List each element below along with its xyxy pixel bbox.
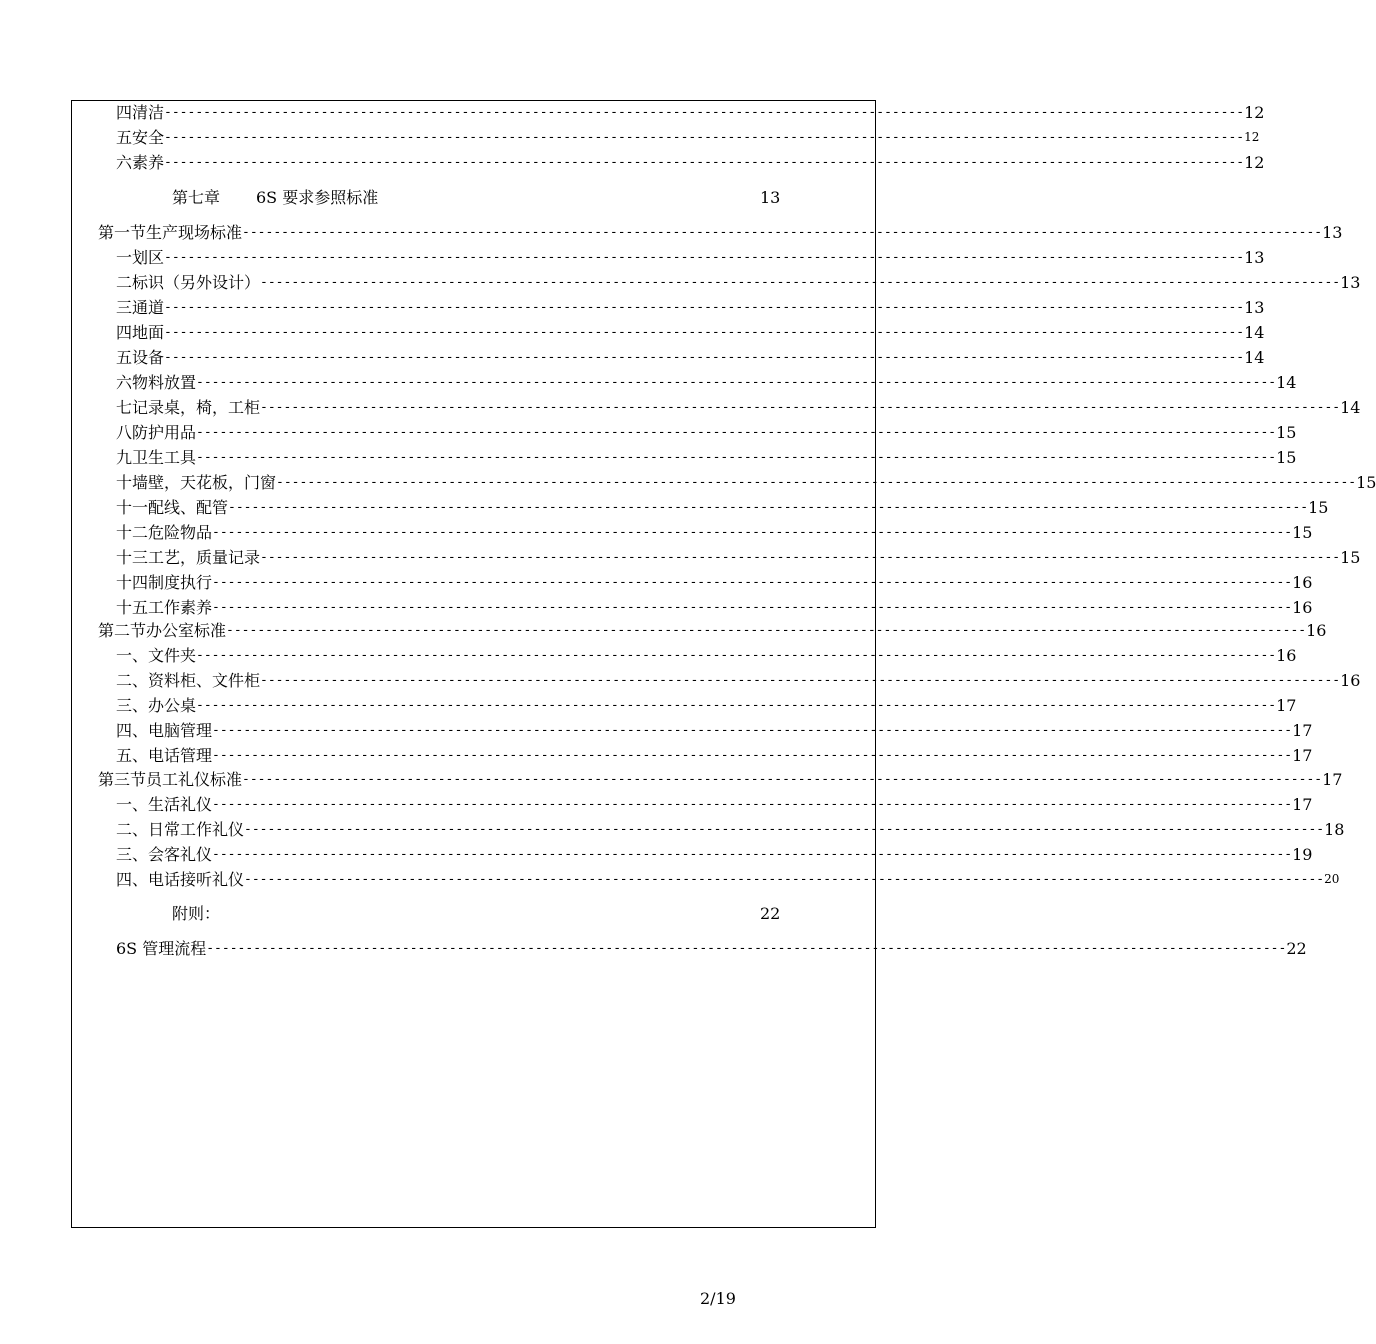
toc-entry-page: 12 bbox=[1244, 130, 1260, 144]
toc-entry-number: 八 bbox=[116, 423, 133, 442]
toc-entry[interactable] bbox=[116, 420, 1297, 445]
toc-entry-page: 17 bbox=[1292, 746, 1313, 765]
toc-entry-label: 三、会客礼仪 bbox=[116, 845, 213, 864]
toc-section-1[interactable] bbox=[98, 220, 1343, 245]
toc-entry-label: 素养 bbox=[132, 153, 165, 172]
toc-entry-number: 九 bbox=[116, 448, 133, 467]
toc-entry-page: 20 bbox=[1324, 872, 1340, 886]
toc-leader: ------------------------------------------------------------------------------------------------------------------------------------------ bbox=[196, 425, 1277, 440]
toc-entry-page: 17 bbox=[1322, 770, 1343, 789]
toc-entry-number: 四 bbox=[116, 323, 133, 342]
toc-entry[interactable] bbox=[116, 545, 1361, 570]
toc-entry-label: 记录桌，椅，工柜 bbox=[132, 398, 261, 417]
toc-entry-page: 16 bbox=[1292, 573, 1313, 592]
toc-entry[interactable] bbox=[116, 495, 1329, 520]
toc-entry[interactable] bbox=[116, 842, 1313, 867]
toc-entry[interactable] bbox=[116, 445, 1297, 470]
toc-entry-number: 十二 bbox=[116, 523, 149, 542]
toc-entry[interactable] bbox=[116, 345, 1265, 370]
toc-entry-label: 四、电脑管理 bbox=[116, 721, 213, 740]
toc-entry-page: 14 bbox=[1244, 323, 1265, 342]
toc-entry[interactable] bbox=[116, 867, 1340, 892]
toc-entry[interactable] bbox=[116, 693, 1297, 718]
toc-entry[interactable] bbox=[116, 668, 1361, 693]
toc-leader: ------------------------------------------------------------------------------------------------------------------------------------------ bbox=[212, 748, 1293, 763]
toc-entry[interactable] bbox=[116, 320, 1265, 345]
toc-entry[interactable] bbox=[116, 245, 1265, 270]
toc-leader: ------------------------------------------------------------------------------------------------------------------------------------------ bbox=[164, 350, 1245, 365]
toc-entry-page: 16 bbox=[1340, 671, 1361, 690]
toc-entry[interactable] bbox=[116, 520, 1313, 545]
toc-entry-safety[interactable] bbox=[116, 125, 1260, 150]
toc-entry-label: 墙壁，天花板，门窗 bbox=[132, 473, 277, 492]
toc-entry-label: 制度执行 bbox=[148, 573, 213, 592]
toc-leader: ------------------------------------------------------------------------------------------------------------------------------------------ bbox=[260, 400, 1341, 415]
page-indicator: 2/19 bbox=[700, 1289, 736, 1308]
toc-leader: ------------------------------------------------------------------------------------------------------------------------------------------ bbox=[228, 500, 1309, 515]
appendix-title[interactable]: 附则： bbox=[172, 904, 221, 923]
section-title: 第二节 bbox=[98, 621, 147, 640]
toc-entry-label: 二、日常工作礼仪 bbox=[116, 820, 245, 839]
toc-entry-page: 17 bbox=[1292, 795, 1313, 814]
toc-entry-page: 17 bbox=[1292, 721, 1313, 740]
toc-leader: ------------------------------------------------------------------------------------------------------------------------------------------ bbox=[212, 847, 1293, 862]
toc-entry-label: 危险物品 bbox=[148, 523, 213, 542]
toc-leader: ------------------------------------------------------------------------------------------------------------------------------------------ bbox=[260, 673, 1341, 688]
toc-leader: ------------------------------------------------------------------------------------------------------------------------------------------ bbox=[212, 600, 1293, 615]
toc-entry[interactable] bbox=[116, 595, 1313, 620]
toc-entry-number: 十 bbox=[116, 473, 133, 492]
toc-leader: ------------------------------------------------------------------------------------------------------------------------------------------ bbox=[212, 723, 1293, 738]
toc-entry-number: 六 bbox=[116, 373, 133, 392]
toc-entry-label: 一、文件夹 bbox=[116, 646, 197, 665]
toc-entry-label: 防护用品 bbox=[132, 423, 197, 442]
toc-entry-label: 五、电话管理 bbox=[116, 746, 213, 765]
toc-entry-label: 清洁 bbox=[132, 103, 165, 122]
toc-entry[interactable] bbox=[116, 718, 1313, 743]
toc-entry-label: 标识（另外设计） bbox=[132, 273, 261, 292]
toc-entry-page: 13 bbox=[1244, 248, 1265, 267]
appendix-page: 22 bbox=[760, 904, 781, 923]
toc-entry-page: 16 bbox=[1292, 598, 1313, 617]
toc-entry-number: 十五 bbox=[116, 598, 149, 617]
toc-entry-label: 工作素养 bbox=[148, 598, 213, 617]
toc-entry-page: 17 bbox=[1276, 696, 1297, 715]
section-label: 员工礼仪标准 bbox=[146, 770, 243, 789]
toc-entry-page: 15 bbox=[1292, 523, 1313, 542]
toc-entry-number: 十一 bbox=[116, 498, 149, 517]
toc-entry[interactable] bbox=[116, 570, 1313, 595]
toc-entry-discipline[interactable] bbox=[116, 150, 1265, 175]
toc-entry-label: 四、电话接听礼仪 bbox=[116, 870, 245, 889]
toc-entry-label: 配线、配管 bbox=[148, 498, 229, 517]
toc-leader: ------------------------------------------------------------------------------------------------------------------------------------------ bbox=[242, 225, 1323, 240]
toc-entry-page: 13 bbox=[1244, 298, 1265, 317]
toc-entry-page: 16 bbox=[1276, 646, 1297, 665]
toc-entry-number: 一 bbox=[116, 248, 133, 267]
toc-entry-page: 13 bbox=[1340, 273, 1361, 292]
toc-leader: ------------------------------------------------------------------------------------------------------------------------------------------ bbox=[226, 623, 1307, 638]
toc-leader: ------------------------------------------------------------------------------------------------------------------------------------------ bbox=[164, 250, 1245, 265]
toc-entry[interactable] bbox=[116, 370, 1297, 395]
toc-entry-page: 15 bbox=[1276, 448, 1297, 467]
toc-entry-page: 12 bbox=[1244, 103, 1265, 122]
toc-entry-label: 二、资料柜、文件柜 bbox=[116, 671, 261, 690]
toc-leader: ------------------------------------------------------------------------------------------------------------------------------------------ bbox=[244, 872, 1325, 887]
toc-entry-label: 工艺，质量记录 bbox=[148, 548, 261, 567]
toc-section-2[interactable] bbox=[98, 618, 1327, 643]
toc-entry[interactable] bbox=[116, 395, 1361, 420]
toc-entry-page: 14 bbox=[1244, 348, 1265, 367]
toc-entry-page: 13 bbox=[1322, 223, 1343, 242]
toc-leader: ------------------------------------------------------------------------------------------------------------------------------------------ bbox=[260, 275, 1341, 290]
toc-entry-number: 七 bbox=[116, 398, 133, 417]
toc-entry-flow[interactable] bbox=[116, 936, 1307, 961]
section-title: 第一节 bbox=[98, 223, 147, 242]
toc-entry-number: 十三 bbox=[116, 548, 149, 567]
toc-leader: ------------------------------------------------------------------------------------------------------------------------------------------ bbox=[242, 772, 1323, 787]
toc-entry-label: 安全 bbox=[132, 128, 165, 147]
toc-entry-cleaning[interactable] bbox=[116, 100, 1265, 125]
toc-entry-number: 五 bbox=[116, 348, 133, 367]
toc-leader: ------------------------------------------------------------------------------------------------------------------------------------------ bbox=[196, 375, 1277, 390]
toc-entry-number: 三 bbox=[116, 298, 133, 317]
toc-entry-number: 十四 bbox=[116, 573, 149, 592]
toc-entry[interactable] bbox=[116, 470, 1376, 495]
toc-entry-page: 15 bbox=[1276, 423, 1297, 442]
toc-entry-label: 6S 管理流程 bbox=[116, 939, 207, 958]
toc-leader: ------------------------------------------------------------------------------------------------------------------------------------------ bbox=[212, 797, 1293, 812]
toc-leader: ------------------------------------------------------------------------------------------------------------------------------------------ bbox=[196, 698, 1277, 713]
toc-entry-label: 划区 bbox=[132, 248, 165, 267]
toc-entry-page: 22 bbox=[1286, 939, 1307, 958]
toc-leader: ------------------------------------------------------------------------------------------------------------------------------------------ bbox=[206, 941, 1287, 956]
toc-entry-page: 15 bbox=[1356, 473, 1376, 492]
toc-entry[interactable] bbox=[116, 295, 1265, 320]
toc-entry-page: 14 bbox=[1340, 398, 1361, 417]
toc-entry-page: 12 bbox=[1244, 153, 1265, 172]
toc-leader: ------------------------------------------------------------------------------------------------------------------------------------------ bbox=[164, 325, 1245, 340]
toc-entry[interactable] bbox=[116, 743, 1313, 768]
toc-entry-page: 15 bbox=[1340, 548, 1361, 567]
toc-entry-label: 一、生活礼仪 bbox=[116, 795, 213, 814]
toc-entry[interactable] bbox=[116, 792, 1313, 817]
toc-leader: ------------------------------------------------------------------------------------------------------------------------------------------ bbox=[164, 105, 1245, 120]
toc-entry-label: 卫生工具 bbox=[132, 448, 197, 467]
chapter-7-title[interactable]: 第七章 bbox=[172, 188, 221, 207]
toc-leader: ------------------------------------------------------------------------------------------------------------------------------------------ bbox=[164, 300, 1245, 315]
section-title: 第三节 bbox=[98, 770, 147, 789]
toc-entry-label: 三、办公桌 bbox=[116, 696, 197, 715]
toc-entry-page: 18 bbox=[1324, 820, 1345, 839]
toc-entry-number: 四 bbox=[116, 103, 133, 122]
toc-leader: ------------------------------------------------------------------------------------------------------------------------------------------ bbox=[164, 155, 1245, 170]
toc-leader: ------------------------------------------------------------------------------------------------------------------------------------------ bbox=[164, 130, 1245, 145]
toc-leader: ------------------------------------------------------------------------------------------------------------------------------------------ bbox=[212, 525, 1293, 540]
toc-leader: ------------------------------------------------------------------------------------------------------------------------------------------ bbox=[196, 648, 1277, 663]
section-label: 生产现场标准 bbox=[146, 223, 243, 242]
toc-leader: ------------------------------------------------------------------------------------------------------------------------------------------ bbox=[244, 822, 1325, 837]
toc-entry-number: 二 bbox=[116, 273, 133, 292]
toc-entry[interactable] bbox=[116, 643, 1297, 668]
toc-entry-page: 14 bbox=[1276, 373, 1297, 392]
toc-leader: ------------------------------------------------------------------------------------------------------------------------------------------ bbox=[196, 450, 1277, 465]
toc-entry[interactable] bbox=[116, 270, 1361, 295]
toc-entry-page: 16 bbox=[1306, 621, 1327, 640]
toc-entry-number: 五 bbox=[116, 128, 133, 147]
toc-leader: ------------------------------------------------------------------------------------------------------------------------------------------ bbox=[260, 550, 1341, 565]
chapter-7-subtitle[interactable]: 6S 要求参照标准 bbox=[256, 188, 379, 207]
toc-leader: ------------------------------------------------------------------------------------------------------------------------------------------ bbox=[212, 575, 1293, 590]
toc-entry-label: 地面 bbox=[132, 323, 165, 342]
toc-entry-page: 19 bbox=[1292, 845, 1313, 864]
chapter-7-page: 13 bbox=[760, 188, 781, 207]
toc-entry-label: 设备 bbox=[132, 348, 165, 367]
section-label: 办公室标准 bbox=[146, 621, 227, 640]
toc-entry-number: 六 bbox=[116, 153, 133, 172]
toc-section-3[interactable] bbox=[98, 767, 1343, 792]
toc-entry-page: 15 bbox=[1308, 498, 1329, 517]
toc-entry-label: 物料放置 bbox=[132, 373, 197, 392]
toc-entry[interactable] bbox=[116, 817, 1345, 842]
toc-entry-label: 通道 bbox=[132, 298, 165, 317]
toc-leader: ------------------------------------------------------------------------------------------------------------------------------------------ bbox=[276, 475, 1357, 490]
